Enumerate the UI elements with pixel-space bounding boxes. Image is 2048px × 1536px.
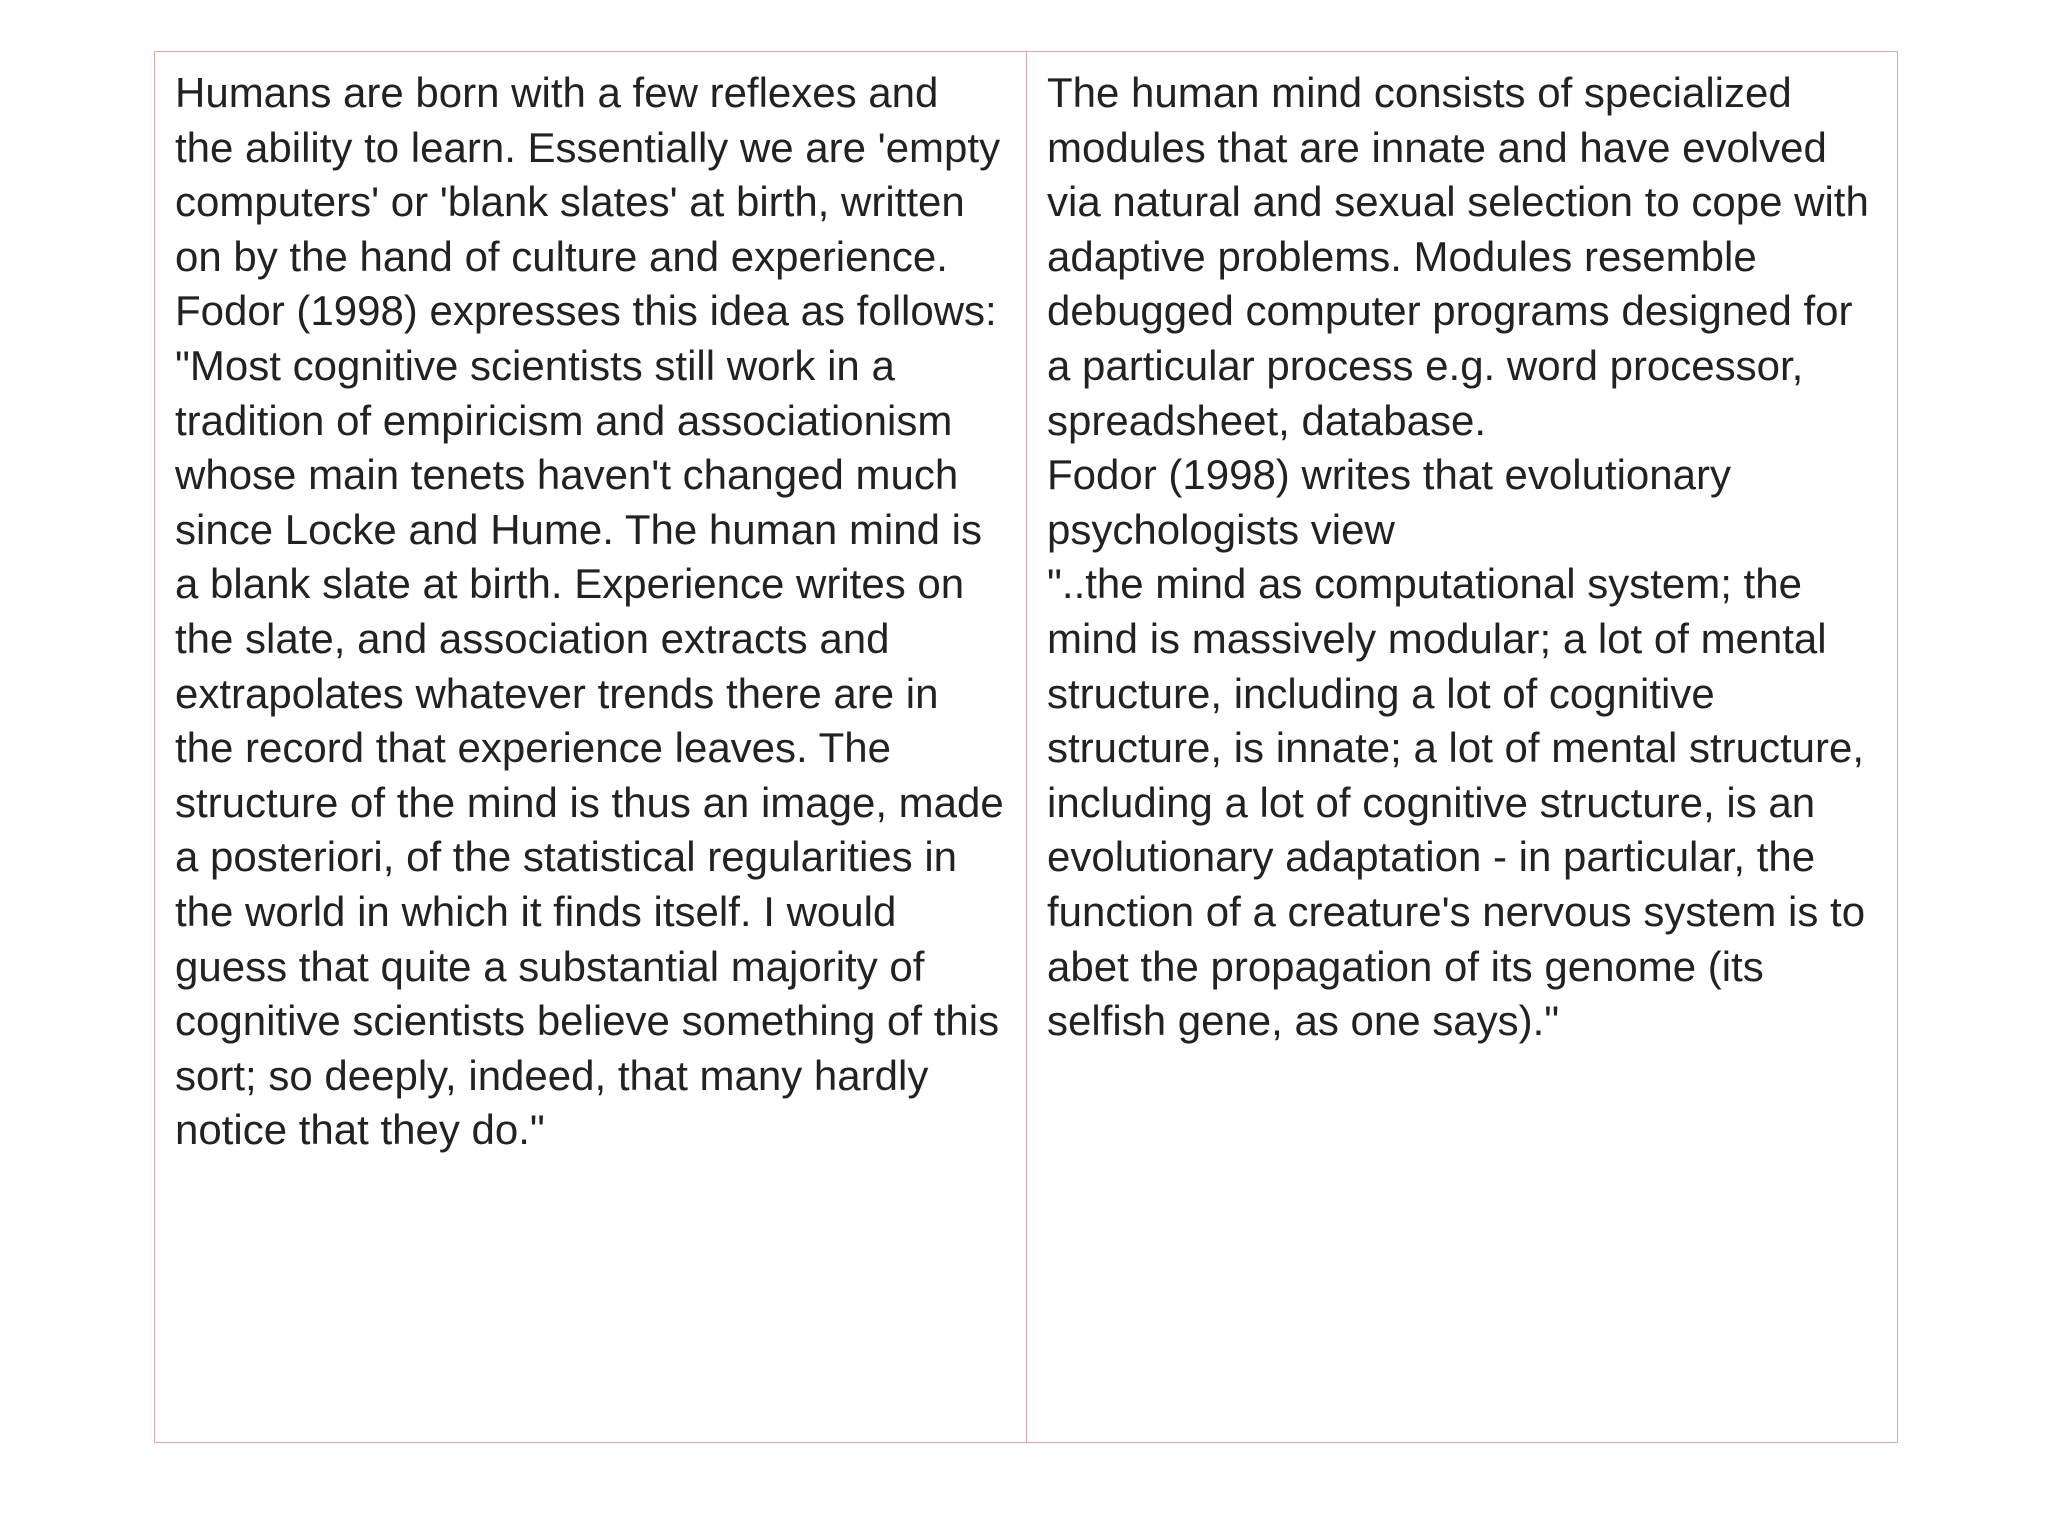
- right-paragraph-citation: Fodor (1998) writes that evolutionary psychologists view: [1047, 451, 1731, 553]
- left-paragraph-intro: Humans are born with a few reflexes and the ability to learn. Essentially we are 'empty computers' or 'blank slates' at birth, written on by the hand of culture and experience.: [175, 69, 1001, 280]
- right-paragraph-intro: The human mind consists of specialized modules that are innate and have evolved via natural and sexual selection to cope with adaptive problems. Modules resemble debugged computer programs designed for a particular process e.g. word processor, spreadsheet, database.: [1047, 69, 1869, 444]
- left-paragraph-quote: "Most cognitive scientists still work in a tradition of empiricism and associationism whose main tenets haven't changed much since Locke and Hume. The human mind is a blank slate at birth. Experience writes on the slate, and association extracts and extrapolates whatever trends there are in the record that experience leaves. The structure of the mind is thus an image, made a posteriori, of the statistical regularities in the world in which it finds itself. I would guess that quite a substantial majority of cognitive scientists believe something of this sort; so deeply, indeed, that many hardly notice that they do.": [175, 341, 1004, 1154]
- right-column-cell: [1027, 52, 1897, 1442]
- left-column-cell: [155, 52, 1027, 1442]
- comparison-table: [154, 51, 1898, 1443]
- right-paragraph-quote: "..the mind as computational system; the mind is massively modular; a lot of mental structure, including a lot of cognitive structure, is innate; a lot of mental structure, including a lot of cognitive structure, is an evolutionary adaptation - in particular, the function of a creature's nervous system is to abet the propagation of its genome (its selfish gene, as one says).": [1047, 560, 1866, 1045]
- left-paragraph-citation: Fodor (1998) expresses this idea as follows:: [175, 287, 997, 335]
